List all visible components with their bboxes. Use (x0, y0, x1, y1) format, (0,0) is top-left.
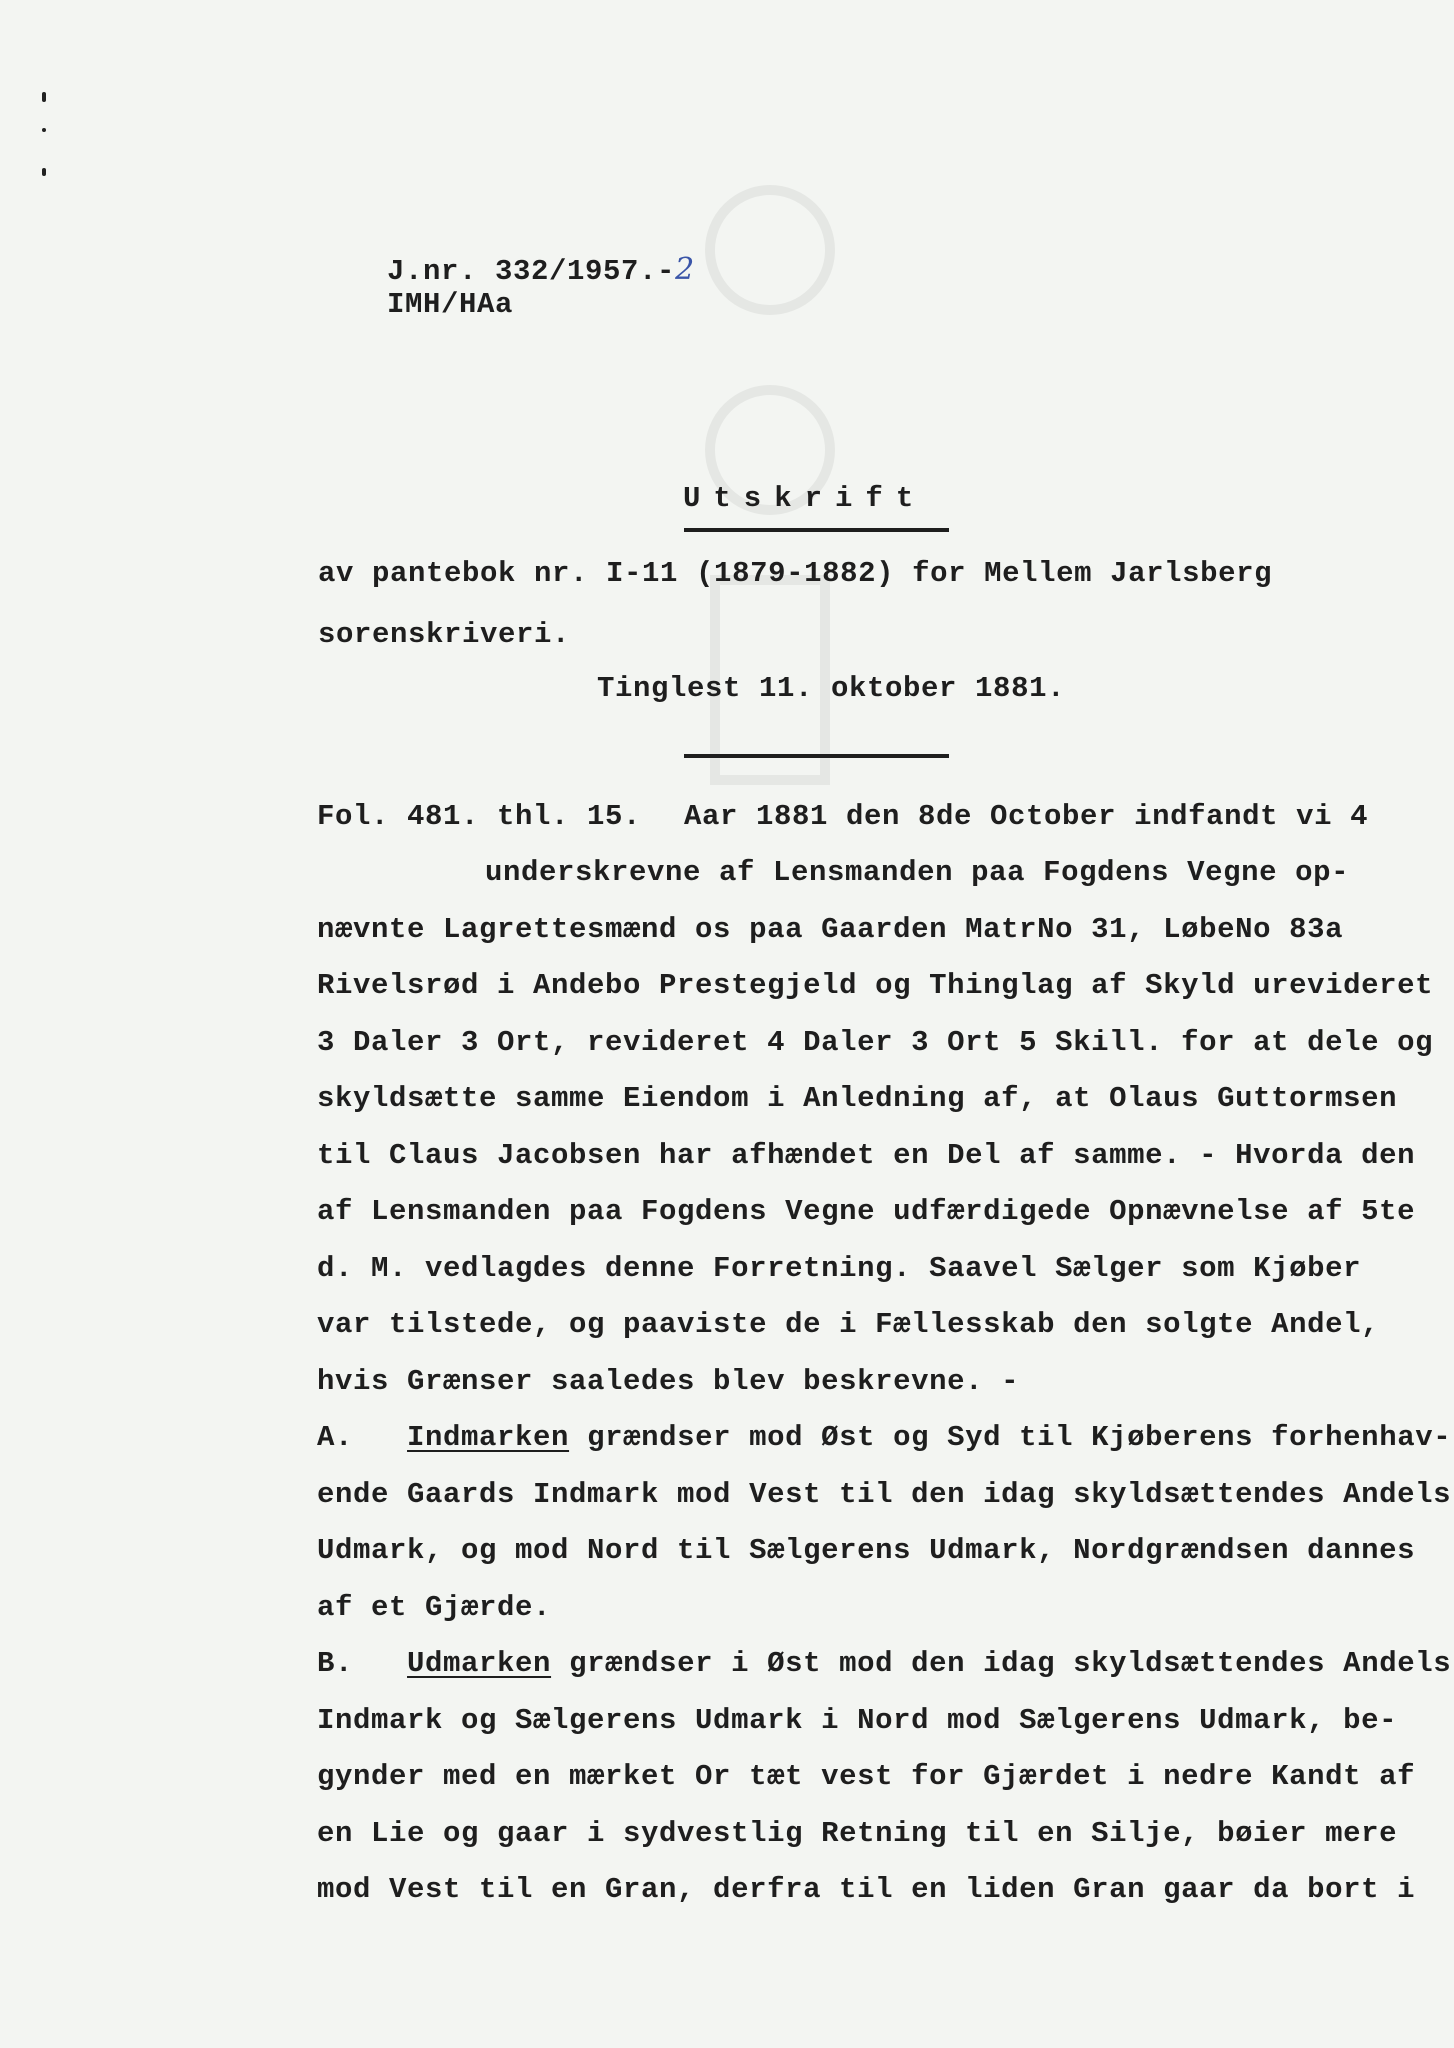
section-a-line-3: Udmark, og mod Nord til Sælgerens Udmark, Nordgrændsen dannes (317, 1534, 1416, 1567)
section-b-letter: B. (317, 1647, 354, 1680)
initials: IMH/HAa (387, 288, 514, 321)
section-a-first-rest: grændser mod Øst og Syd til Kjøberens forhenhav- (569, 1421, 1452, 1454)
section-b-line-4: en Lie og gaar i sydvestlig Retning til en Silje, bøier mere (317, 1817, 1398, 1850)
body-line-8: af Lensmanden paa Fogdens Vegne udfærdigede Opnævnelse af 5te (317, 1195, 1416, 1228)
folio-reference: Fol. 481. (317, 800, 480, 833)
section-b-heading: Udmarken (407, 1647, 552, 1680)
body-line-11: hvis Grænser saaledes blev beskrevne. - (317, 1365, 1020, 1398)
section-a-heading: Indmarken (407, 1421, 570, 1454)
body-line-2: underskrevne af Lensmanden paa Fogdens Vegne op- (485, 856, 1350, 889)
section-a-line-4: af et Gjærde. (317, 1591, 552, 1624)
subtitle-line-2: sorenskriveri. (318, 618, 571, 651)
body-line-10: var tilstede, og paaviste de i Fællesskab den solgte Andel, (317, 1308, 1380, 1341)
section-b-line-3: gynder med en mærket Or tæt vest for Gjærdet i nedre Kandt af (317, 1760, 1416, 1793)
body-line-4: Rivelsrød i Andebo Prestegjeld og Thinglag af Skyld urevideret (317, 969, 1434, 1002)
margin-marks (42, 92, 48, 182)
section-b-first-line (317, 1649, 1451, 1678)
title-underline (684, 528, 949, 532)
body-line-5: 3 Daler 3 Ort, revideret 4 Daler 3 Ort 5 Skill. for at dele og (317, 1026, 1434, 1059)
section-divider (684, 754, 949, 758)
section-b-line-2: Indmark og Sælgerens Udmark i Nord mod Sælgerens Udmark, be- (317, 1704, 1398, 1737)
body-line-7: til Claus Jacobsen har afhændet en Del af samme. - Hvorda den (317, 1139, 1416, 1172)
journal-number: J.nr. 332/1957.- (387, 255, 676, 288)
section-b-first-rest: grændser i Øst mod den idag skyldsættendes Andels (551, 1647, 1452, 1680)
section-b-line-5: mod Vest til en Gran, derfra til en liden Gran gaar da bort i (317, 1873, 1416, 1906)
subtitle-line-1: av pantebok nr. I-11 (1879-1882) for Mellem Jarlsberg (318, 557, 1273, 590)
section-a-letter: A. (317, 1421, 354, 1454)
body-line-9: d. M. vedlagdes denne Forretning. Saavel Sælger som Kjøber (317, 1252, 1362, 1285)
body-line-1: Aar 1881 den 8de October indfandt vi 4 (684, 800, 1369, 833)
thinglag-reference: thl. 15. (497, 800, 642, 833)
section-a-line-2: ende Gaards Indmark mod Vest til den idag skyldsættendes Andels (317, 1478, 1452, 1511)
journal-handwritten-suffix: 2 (675, 252, 695, 287)
body-line-3: nævnte Lagrettesmænd os paa Gaarden MatrNo 31, LøbeNo 83a (317, 913, 1344, 946)
tinglest-date: Tinglest 11. oktober 1881. (597, 672, 1066, 705)
section-a-first-line (317, 1423, 1451, 1452)
page-title: Utskrift (683, 482, 927, 515)
body-line-6: skyldsætte samme Eiendom i Anledning af, at Olaus Guttormsen (317, 1082, 1398, 1115)
